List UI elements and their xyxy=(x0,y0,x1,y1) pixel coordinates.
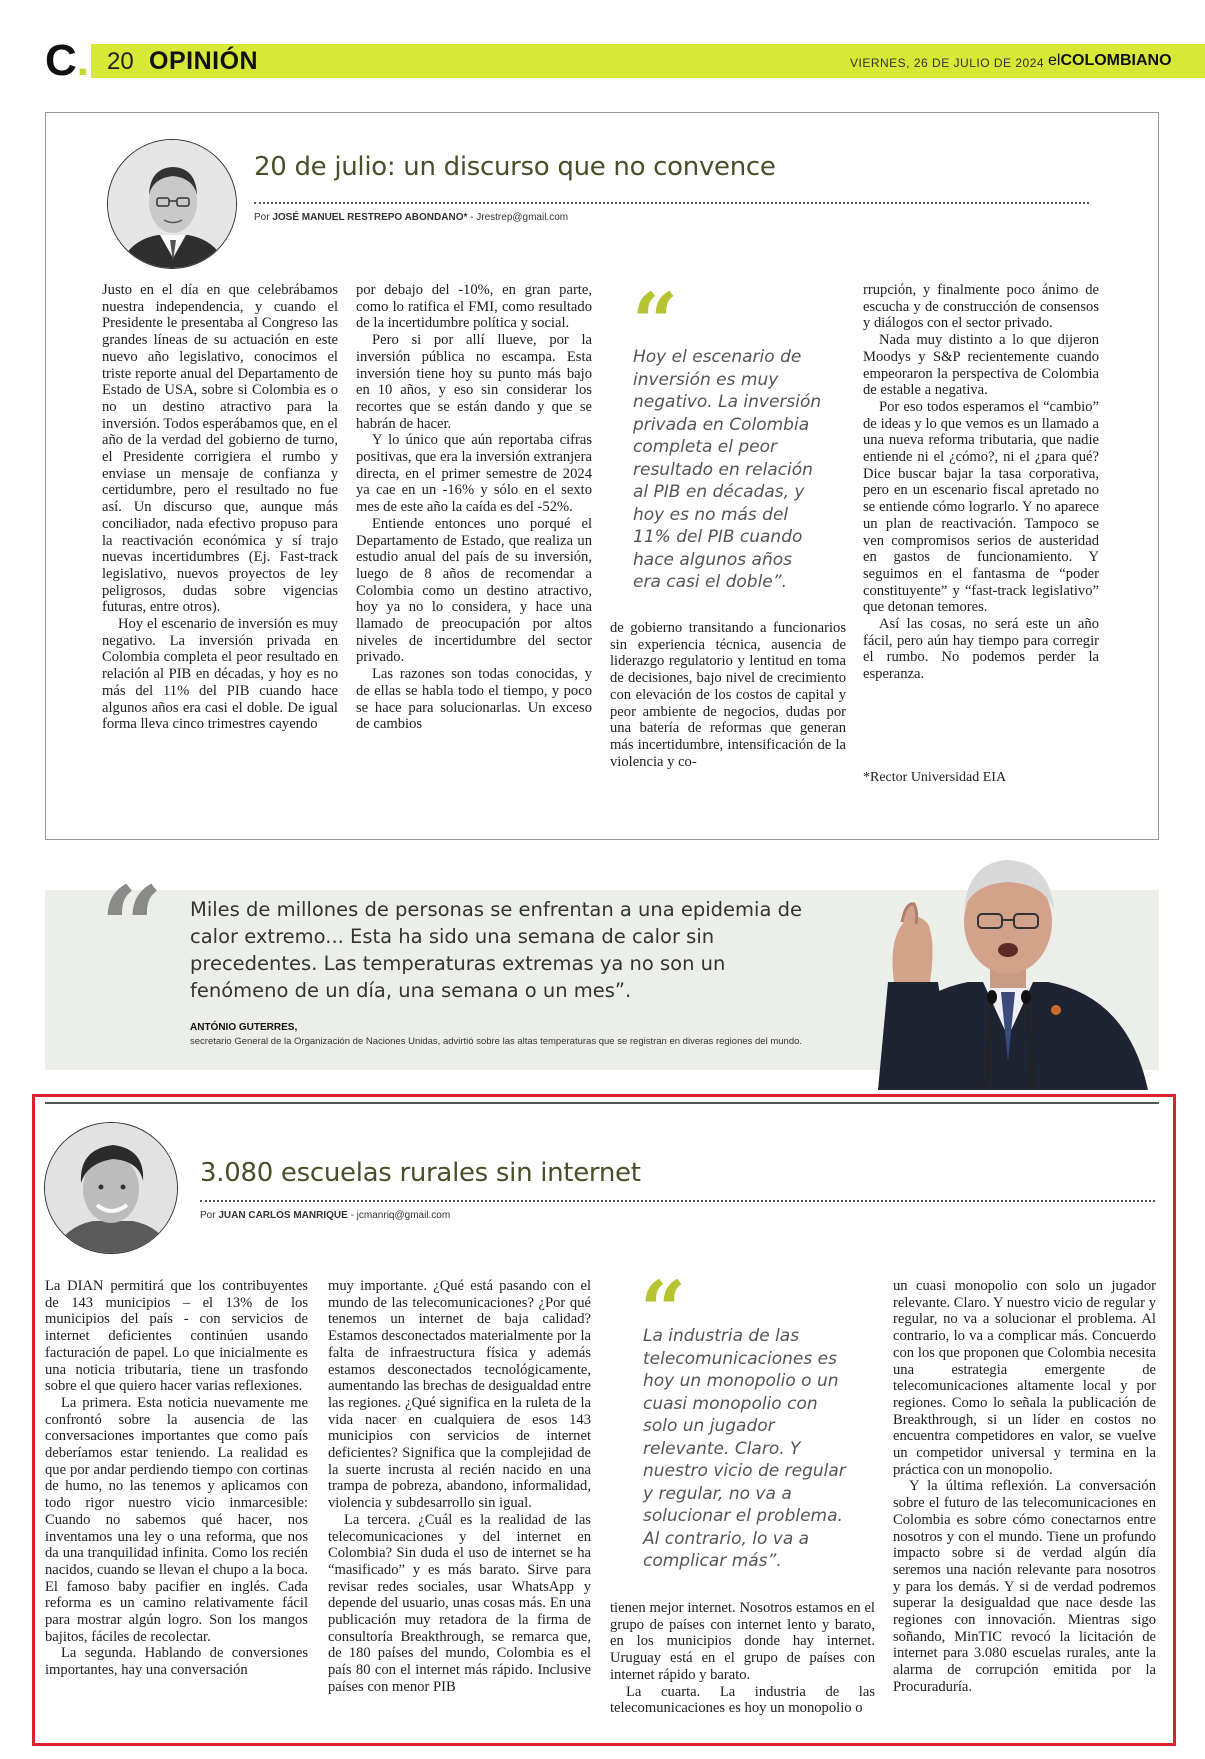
quote-author-role: secretario General de la Organización de Naciones Unidas, advirtió sobre las altas temperaturas que se registran en diveras regiones del mundo. xyxy=(190,1036,803,1047)
quote-mark-icon: “ xyxy=(632,275,679,369)
article-2-pullquote: La industria de las telecomunicaciones es hoy un monopolio o un cuasi monopolio con solo un jugador relevante. Claro. Y nuestro vicio de regular y regular, no va a solucionar el problema. Al contrario, lo va a complicar más”. xyxy=(643,1326,846,1571)
article-1-column-3: de gobierno transitando a funcionarios sin experiencia técnica, ausencia de liderazgo regulatorio y lentitud en toma de decisiones, bajo nivel de crecimiento con elevación de los costos de capital y peor ambiente de negocios, dudas por una batería de reformas que generan más incertidumbre, intensificación de la violencia y co- xyxy=(610,620,846,770)
brand-name: elCOLOMBIANO xyxy=(1048,52,1172,69)
quote-author: ANTÓNIO GUTERRES, xyxy=(190,1022,298,1033)
article-2-column-2: muy importante. ¿Qué está pasando con el mundo de las telecomunicaciones? ¿Por qué tenemos un internet de baja calidad? Estamos desconectados materialmente por la falta de infraestructura física y además estamos desconectados tecnológicamente, aumentando las brechas de desigualdad entre las regiones. ¿Qué significa en la ruleta de la vida nacer en cualquiera de esos 143 municipios con servicios de internet deficientes? Significa que la complejidad de la suerte incrusta al recién nacido en una trampa de pobreza, abandono, informalidad, violencia y subdesarrollo sin igual. La tercera. ¿Cuál es la realidad de las telecomunicaciones y del internet en Colombia? Sin duda el uso de internet se ha “masificado” y es más barato. Sirve para revisar redes sociales, usar WhatsApp y depende del usuario, unas cosas más. En una publicación muy retadora de la firma de consultoría Breakthrough, se remarca que, de 180 países del mundo, Colombia es el país 80 con el internet más rápido. Inclusive países con menor PIB xyxy=(328,1278,591,1695)
page-number: 20 xyxy=(107,48,134,75)
article-2-column-4: un cuasi monopolio con solo un jugador relevante. Claro. Y nuestro vicio de regular y regular, no va a solucionar el problema. Al contrario, lo va a complicar más. Concuerdo con los que proponen que Colombia necesita una estrategia emergente de telecomunicaciones altamente local y por regiones. Como lo señala la publicación de Breakthrough, si un líder en costos no encuentra competidores en valor, se vuelve un competidor universal y termina en la práctica con un monopolio. Y la última reflexión. La conversación sobre el futuro de las telecomunicaciones en Colombia es sobre cómo conectarnos entre nosotros y con el mundo. Tiene un profundo impacto sobre si de verdad algún día seremos una nación relevante para nosotros y para los demás. Y si de verdad podremos superar la desigualdad que nace desde las regiones con innovación. Mientras sigo soñando, MinTIC revocó la licitación de internet para 3.080 escuelas rurales, ante la alarma de corrupción emitida por la Procuraduría. xyxy=(893,1278,1156,1695)
quote-mark-icon: “ xyxy=(100,862,164,991)
author-portrait-manrique xyxy=(44,1122,178,1254)
headline-divider xyxy=(200,1200,1155,1202)
article-1-pullquote: Hoy el escenario de inversión es muy negativo. La inversión privada en Colombia completa el peor resultado en relación al PIB en décadas, y hoy es no más del 11% del PIB cuando hace algunos años era casi el doble”. xyxy=(633,347,822,592)
article-2-column-3: tienen mejor internet. Nosotros estamos en el grupo de países con internet lento y barato, en los municipios donde hay internet. Uruguay está en el grupo de países con internet rápido y barato. La cuarta. La industria de las telecomunicaciones es hoy un monopolio o xyxy=(610,1600,875,1717)
masthead xyxy=(45,36,1172,85)
section-title: OPINIÓN xyxy=(149,47,259,75)
headline-divider xyxy=(254,202,1089,204)
article-2-byline: Por JUAN CARLOS MANRIQUE - jcmanriq@gmail.com xyxy=(200,1210,451,1221)
quote-mark-icon: “ xyxy=(640,1263,687,1357)
article-1-column-2: por debajo del -10%, en gran parte, como lo ratifica el FMI, como resultado de la incertidumbre política y social. Pero si por allí llueve, por la inversión pública no escampa. Esta inversión tiene hoy su punto más bajo en 10 años, y eso sin considerar los recortes que se están dando y que se habrán de hacer. Y lo único que aún reportaba cifras positivas, que era la inversión extranjera directa, en el primer semestre de 2024 ya cae en un -16% y sólo en el sexto mes de este año la caída es del -52%. Entiende entonces uno porqué el Departamento de Estado, que realiza un estudio anual del país de su inversión, luego de 8 años de recomendar a Colombia como un destino atractivo, hoy ya no lo considera, y hace una llamado de preocupación por altos niveles de incertidumbre del sector privado. Las razones son todas conocidas, y de ellas se habla todo el tiempo, y poco se hace para solucionarlas. Un exceso de cambios xyxy=(356,282,592,733)
article-1-headline: 20 de julio: un discurso que no convence xyxy=(254,152,776,182)
article-1-byline: Por JOSÉ MANUEL RESTREPO ABONDANO* - Jrestrep@gmail.com xyxy=(254,212,569,223)
article-2-headline: 3.080 escuelas rurales sin internet xyxy=(200,1158,641,1188)
newspaper-logo: C. xyxy=(45,36,90,85)
author-note: *Rector Universidad EIA xyxy=(863,770,1007,785)
article-1-column-4: rrupción, y finalmente poco ánimo de escucha y de construcción de consensos y diálogos con el sector privado. Nada muy distinto a lo que dijeron Moodys y S&P recientemente cuando empeoraron la perspectiva de Colombia de estable a negativa. Por eso todos esperamos el “cambio” de ideas y lo que vemos es un llamado a una nueva reforma tributaria, que nadie entiende ni el ¿cómo?, ni el ¿para qué? Dice buscar bajar la tasa corporativa, pero en un escenario fiscal apretado no se entiende cómo lograrlo. Y no aparece un plan de reactivación. Tampoco se ven compromisos serios de austeridad en gastos de funcionamiento. Y seguimos en el fantasma de “poder constituyente” y “fast-track legislativo” que detonan temores. Así las cosas, no será este un año fácil, pero aún hay tiempo para corregir el rumbo. No podemos perder la esperanza. xyxy=(863,282,1099,683)
featured-quote: Miles de millones de personas se enfrentan a una epidemia de calor extremo... Esta ha sido una semana de calor sin precedentes. Las temperaturas extremas ya no son un fenómeno de un día, una semana o un mes”. xyxy=(190,898,802,1002)
speaker-photo xyxy=(858,832,1158,1090)
article-2-column-1: La DIAN permitirá que los contribuyentes de 143 municipios – el 13% de los municipios del país - con servicios de internet deficientes continúen usando facturación de papel. Lo que inicialmente es una noticia tributaria, tiene un trasfondo sobre el que quiero hacer varias reflexiones. La primera. Esta noticia nuevamente me confrontó sobre la ausencia de las conversaciones importantes que como país deberíamos estar teniendo. La realidad es que por andar perdiendo tiempo con cortinas de humo, no las tenemos y aplicamos con todo rigor nuestro vicio inmarcesible: Cuando no sabemos qué hacer, nos inventamos una ley o una reforma, que nos da una tranquilidad infinita. Como los recién nacidos, cuando se llevan el chupo a la boca. El famoso baby pacifier en inglés. Cada reforma es un camino relativamente fácil para mostrar algún logro. Son los mangos bajitos, fáciles de recolectar. La segunda. Hablando de conversiones importantes, hay una conversación xyxy=(45,1278,308,1679)
article-1-column-1: Justo en el día en que celebrábamos nuestra independencia, y cuando el Presidente le presentaba al Congreso las grandes líneas de su actuación en este nuevo año legislativo, conocimos el triste reporte anual del Departamento de Estado de USA, sobre si Colombia es o no un destino atractivo para la inversión. Todos esperábamos que, en el año de la verdad del gobierno de turno, el Presidente corrigiera el rumbo y enviase un mensaje de confianza y certidumbre, pero el resultado no fue así. Un discurso que, aunque más conciliador, nada efectivo propuso para la reactivación económica y sí trajo nuevas incertidumbres (Ej. Fast-track legislativo, nuevos proyectos de ley peligrosos, dudas sobre vigencias futuras, entre otros). Hoy el escenario de inversión es muy negativo. La inversión privada en Colombia completa el peor resultado en relación al PIB en décadas, y hoy es no más del 11% del PIB cuando hace algunos años era casi el doble. De igual forma lleva cinco trimestres cayendo xyxy=(102,282,338,733)
author-portrait-restrepo xyxy=(107,139,237,269)
issue-date: VIERNES, 26 DE JULIO DE 2024 xyxy=(850,56,1045,70)
